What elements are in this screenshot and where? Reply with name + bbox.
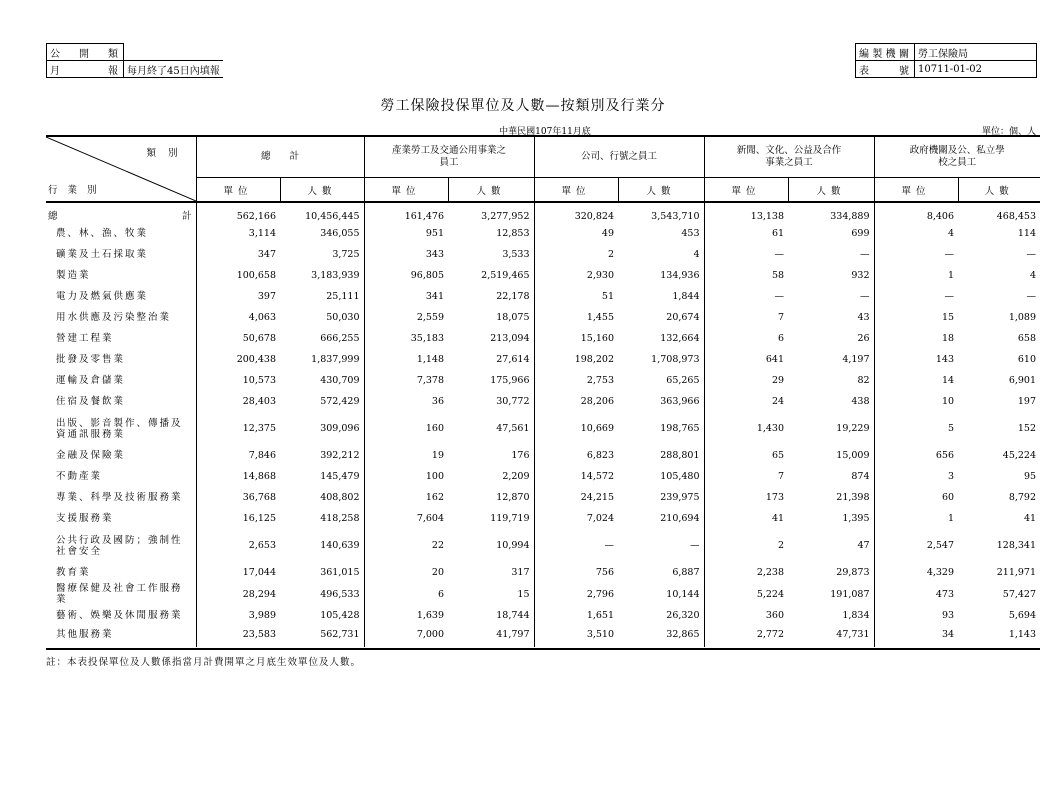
cell-units: 60: [874, 487, 958, 508]
cell-units: 20: [364, 562, 448, 583]
cell-units: 756: [534, 562, 618, 583]
cell-people: 47: [857, 540, 870, 551]
cell-people: 12,853: [496, 228, 530, 239]
cell-people: 176: [511, 450, 530, 461]
cell-people: 610: [1017, 354, 1037, 365]
header-agency-label: 編製機關: [856, 44, 915, 61]
total-label-left: 總: [48, 210, 58, 222]
cell-people: 114: [1017, 228, 1037, 239]
cell-units: 347: [196, 244, 280, 265]
cell-units: 5,224: [704, 583, 788, 605]
row-label: 支援服務業: [56, 513, 114, 524]
cell-units: 3,989: [196, 605, 280, 626]
report-period: 中華民國107年11月底: [499, 127, 591, 137]
cell-people: 453: [681, 228, 700, 239]
cell-units: 14,572: [534, 466, 618, 487]
cell-units: 5: [874, 412, 958, 445]
table-row: [46, 328, 1040, 349]
cell-units: 160: [364, 412, 448, 445]
row-label: 用水供應及污染整治業: [56, 312, 172, 323]
cell-people: 5,694: [1008, 610, 1037, 621]
cell-units: 14,868: [196, 466, 280, 487]
cell-people: 1,089: [1008, 312, 1037, 323]
cell-people: 10,144: [666, 588, 700, 600]
cell-units: 28,206: [534, 391, 618, 412]
cell-units: 4,329: [874, 562, 958, 583]
cell-units: 16,125: [196, 508, 280, 529]
cell-people: 361,015: [320, 567, 360, 578]
group-header-government: [874, 137, 1040, 178]
cell-people: 15: [517, 588, 530, 600]
cell-units: —: [874, 244, 958, 265]
cell-people: 12,870: [496, 492, 530, 503]
group-header-media: [704, 137, 874, 178]
table-row: [46, 370, 1040, 391]
cell-people: 10,994: [496, 540, 530, 551]
cell-people: 658: [1017, 333, 1037, 344]
table-row: [46, 223, 1040, 244]
cell-units: 1,148: [364, 349, 448, 370]
subheader-people: 人數: [280, 178, 364, 203]
cell-people: 140,639: [320, 540, 360, 551]
subheader-people: 人數: [448, 178, 534, 203]
cell-units: 7: [704, 466, 788, 487]
cell-units: 397: [196, 286, 280, 307]
cell-people: 2,209: [502, 471, 530, 482]
cell-units: 15: [874, 307, 958, 328]
table-corner-cell: [46, 137, 196, 202]
row-label: 藝術、娛樂及休閒服務業: [56, 610, 183, 621]
table-row: [46, 583, 1040, 605]
cell-people: 21,398: [836, 492, 870, 503]
cell-units: 7,604: [364, 508, 448, 529]
cell-units: 6: [364, 583, 448, 605]
cell-units: 641: [704, 349, 788, 370]
corner-category-label: 類別: [146, 148, 190, 159]
cell-people: 82: [857, 375, 870, 386]
cell-units: 143: [874, 349, 958, 370]
table-row: [46, 529, 1040, 562]
cell-units: 10,573: [196, 370, 280, 391]
cell-units: 2,772: [704, 626, 788, 647]
cell-people: 45,224: [1002, 450, 1037, 461]
cell-people: 26,320: [666, 610, 700, 621]
cell-people: 210,694: [660, 513, 700, 524]
subheader-people: 人數: [618, 178, 704, 203]
cell-people: 1,837,999: [311, 354, 360, 365]
cell-units: 3: [874, 466, 958, 487]
corner-industry-label: 行業別: [48, 185, 107, 196]
cell-people: 3,543,710: [651, 210, 700, 222]
table-row: [46, 391, 1040, 412]
cell-people: 932: [851, 270, 870, 281]
cell-units: —: [704, 244, 788, 265]
cell-people: 65,265: [666, 375, 700, 386]
cell-units: 1,651: [534, 605, 618, 626]
cell-people: 288,801: [660, 450, 700, 461]
table-row: [46, 508, 1040, 529]
table-row-total: [46, 202, 1040, 223]
cell-people: 392,212: [320, 450, 360, 461]
cell-people: 496,533: [320, 588, 360, 600]
cell-units: 100: [364, 466, 448, 487]
cell-people: 105,480: [660, 471, 700, 482]
row-label: 其他服務業: [56, 629, 114, 640]
row-label: 出版、影音製作、傳播及資通訊服務業: [56, 417, 183, 440]
cell-people: 41,797: [496, 629, 530, 640]
table-bottom-rule: [46, 648, 1040, 650]
cell-people: 3,183,939: [311, 270, 360, 281]
cell-people: 239,975: [660, 492, 700, 503]
header-form-value: 10711-01-02: [915, 61, 1037, 78]
table-row: [46, 307, 1040, 328]
cell-people: 6,887: [672, 567, 700, 578]
cell-units: 15,160: [534, 328, 618, 349]
cell-people: 30,772: [496, 396, 530, 407]
cell-units: 18: [874, 328, 958, 349]
subheader-units: 單位: [704, 178, 788, 203]
row-label: 農、林、漁、牧業: [56, 228, 149, 239]
footnote: 註：本表投保單位及人數係指當月計費開單之月底生效單位及人數。: [46, 657, 362, 668]
cell-people: 562,731: [320, 629, 360, 640]
table-row: [46, 487, 1040, 508]
cell-people: 105,428: [320, 610, 360, 621]
cell-people: 874: [851, 471, 870, 482]
cell-people: 666,255: [320, 333, 360, 344]
cell-units: 41: [704, 508, 788, 529]
cell-units: 35,183: [364, 328, 448, 349]
cell-people: —: [690, 540, 700, 551]
cell-people: 25,111: [326, 291, 360, 302]
header-right-box: [855, 43, 1037, 78]
cell-units: 34: [874, 626, 958, 647]
cell-people: 346,055: [320, 228, 360, 239]
cell-units: 6: [704, 328, 788, 349]
cell-units: 24,215: [534, 487, 618, 508]
cell-people: 145,479: [320, 471, 360, 482]
cell-people: 191,087: [830, 588, 870, 600]
table-row: [46, 445, 1040, 466]
cell-people: 26: [857, 333, 870, 344]
cell-units: 58: [704, 265, 788, 286]
cell-people: 197: [1017, 396, 1037, 407]
cell-units: 2,653: [196, 529, 280, 562]
cell-people: 152: [1017, 423, 1037, 434]
cell-units: 23,583: [196, 626, 280, 647]
cell-units: —: [704, 286, 788, 307]
cell-units: 1: [874, 265, 958, 286]
cell-units: 343: [364, 244, 448, 265]
cell-people: 29,873: [836, 567, 870, 578]
table-row: [46, 244, 1040, 265]
cell-units: 61: [704, 223, 788, 244]
row-label: 批發及零售業: [56, 354, 126, 365]
cell-units: 2: [534, 244, 618, 265]
cell-people: 8,792: [1008, 492, 1037, 503]
cell-units: 28,294: [196, 583, 280, 605]
cell-units: 2: [704, 529, 788, 562]
header-class-value: [124, 44, 223, 61]
cell-people: 41: [1023, 513, 1037, 524]
cell-people: 132,664: [660, 333, 700, 344]
cell-units: 100,658: [196, 265, 280, 286]
cell-units: 341: [364, 286, 448, 307]
cell-people: 213,094: [490, 333, 530, 344]
cell-people: 20,674: [666, 312, 700, 323]
cell-units: 65: [704, 445, 788, 466]
cell-units: 360: [704, 605, 788, 626]
cell-units: 2,559: [364, 307, 448, 328]
cell-people: —: [860, 249, 870, 260]
cell-people: 334,889: [830, 210, 870, 222]
cell-units: 2,547: [874, 529, 958, 562]
page-title: 勞工保險投保單位及人數—按類別及行業分: [380, 98, 666, 114]
header-period-label: 月報: [47, 61, 124, 78]
subheader-units: 單位: [196, 178, 280, 203]
cell-people: 1,708,973: [651, 354, 700, 365]
cell-units: —: [874, 286, 958, 307]
unit-label: 單位：個、人: [981, 127, 1036, 137]
row-label: 不動產業: [56, 471, 103, 482]
cell-units: 7,000: [364, 626, 448, 647]
statistics-table: [46, 137, 1040, 647]
cell-units: 51: [534, 286, 618, 307]
cell-units: 200,438: [196, 349, 280, 370]
cell-units: 8,406: [874, 202, 958, 223]
cell-people: 6,901: [1008, 375, 1037, 386]
cell-units: 162: [364, 487, 448, 508]
cell-people: 32,865: [666, 629, 700, 640]
table-row: [46, 626, 1040, 647]
row-label: 電力及燃氣供應業: [56, 291, 149, 302]
row-label: 製造業: [56, 270, 91, 281]
cell-units: 14: [874, 370, 958, 391]
cell-units: 28,403: [196, 391, 280, 412]
cell-units: 4,063: [196, 307, 280, 328]
cell-people: 438: [851, 396, 870, 407]
cell-units: 7,378: [364, 370, 448, 391]
cell-units: 320,824: [534, 202, 618, 223]
table-row: [46, 562, 1040, 583]
cell-people: 57,427: [1002, 588, 1037, 600]
cell-people: 363,966: [660, 396, 700, 407]
header-class-label: 公開類: [47, 44, 124, 61]
subheader-units: 單位: [364, 178, 448, 203]
cell-units: 29: [704, 370, 788, 391]
cell-people: 1,395: [842, 513, 870, 524]
cell-people: 468,453: [996, 210, 1037, 222]
cell-people: 699: [851, 228, 870, 239]
subheader-people: 人數: [788, 178, 874, 203]
cell-units: 2,238: [704, 562, 788, 583]
cell-units: 93: [874, 605, 958, 626]
cell-units: 1,430: [704, 412, 788, 445]
cell-units: 13,138: [704, 202, 788, 223]
cell-people: 10,456,445: [305, 210, 360, 222]
cell-people: —: [1026, 291, 1037, 302]
cell-people: —: [1026, 249, 1037, 260]
cell-people: 1,834: [842, 610, 870, 621]
cell-people: 134,936: [660, 270, 700, 281]
cell-units: 2,796: [534, 583, 618, 605]
row-label: 專業、科學及技術服務業: [56, 492, 183, 503]
cell-people: 43: [857, 312, 870, 323]
header-form-label: 表號: [856, 61, 915, 78]
header-period-value: 每月終了45日內填報: [124, 61, 223, 78]
cell-people: 4,197: [842, 354, 870, 365]
cell-people: 18,075: [496, 312, 530, 323]
cell-people: 211,971: [996, 567, 1037, 578]
cell-people: 2,519,465: [481, 270, 530, 281]
cell-people: 4: [693, 249, 700, 260]
cell-units: 22: [364, 529, 448, 562]
cell-units: 49: [534, 223, 618, 244]
cell-units: 656: [874, 445, 958, 466]
group-header-total: 總 計: [196, 137, 364, 178]
cell-people: 47,731: [836, 629, 870, 640]
cell-units: 96,805: [364, 265, 448, 286]
cell-units: 3,510: [534, 626, 618, 647]
cell-units: 1,639: [364, 605, 448, 626]
row-label: 公共行政及國防；強制性社會安全: [56, 534, 183, 557]
cell-people: 4: [1029, 270, 1037, 281]
cell-people: 430,709: [320, 375, 360, 386]
cell-people: 175,966: [490, 375, 530, 386]
cell-people: 1,143: [1008, 629, 1037, 640]
row-label: 營建工程業: [56, 333, 114, 344]
subheader-units: 單位: [534, 178, 618, 203]
cell-units: 2,930: [534, 265, 618, 286]
cell-units: 50,678: [196, 328, 280, 349]
cell-people: 19,229: [836, 423, 870, 434]
table-row: [46, 265, 1040, 286]
cell-units: 36: [364, 391, 448, 412]
cell-people: 198,765: [660, 423, 700, 434]
cell-units: 17,044: [196, 562, 280, 583]
subheader-units: 單位: [874, 178, 958, 203]
cell-units: 6,823: [534, 445, 618, 466]
row-label: 教育業: [56, 567, 91, 578]
cell-units: 473: [874, 583, 958, 605]
subheader-people: 人數: [958, 178, 1040, 203]
table-row: [46, 412, 1040, 445]
cell-people: 3,725: [332, 249, 360, 260]
row-label: 礦業及土石採取業: [56, 249, 149, 260]
table-row: [46, 286, 1040, 307]
cell-units: 161,476: [364, 202, 448, 223]
cell-units: 198,202: [534, 349, 618, 370]
table-row: [46, 605, 1040, 626]
cell-units: 173: [704, 487, 788, 508]
cell-units: —: [534, 529, 618, 562]
cell-units: 36,768: [196, 487, 280, 508]
cell-people: 119,719: [490, 513, 530, 524]
cell-units: 2,753: [534, 370, 618, 391]
cell-units: 951: [364, 223, 448, 244]
header-agency-value: 勞工保險局: [915, 44, 1037, 61]
cell-people: 95: [1023, 471, 1037, 482]
row-label: [46, 202, 196, 223]
cell-units: 7,846: [196, 445, 280, 466]
cell-people: 3,277,952: [481, 210, 530, 222]
cell-units: 1: [874, 508, 958, 529]
cell-units: 7: [704, 307, 788, 328]
cell-people: 309,096: [320, 423, 360, 434]
group-header-industrial: [364, 137, 534, 178]
group-header-government-text: 政府機關及公、私立學校之員工: [909, 145, 1005, 168]
row-label: 金融及保險業: [56, 450, 126, 461]
cell-units: 10: [874, 391, 958, 412]
cell-units: 19: [364, 445, 448, 466]
total-label-right: 計: [181, 210, 192, 222]
cell-people: 27,614: [496, 354, 530, 365]
cell-people: 317: [511, 567, 530, 578]
table-row: [46, 466, 1040, 487]
cell-people: 18,744: [496, 610, 530, 621]
row-label: 住宿及餐飲業: [56, 396, 126, 407]
cell-units: 562,166: [196, 202, 280, 223]
group-header-company: 公司、行號之員工: [534, 137, 704, 178]
group-header-media-text: 新聞、文化、公益及合作事業之員工: [736, 145, 842, 168]
cell-units: 7,024: [534, 508, 618, 529]
cell-people: 50,030: [326, 312, 360, 323]
cell-people: 15,009: [836, 450, 870, 461]
cell-people: 1,844: [672, 291, 700, 302]
cell-people: 572,429: [320, 396, 360, 407]
cell-units: 3,114: [196, 223, 280, 244]
group-header-industrial-text: 產業勞工及交通公用事業之員工: [392, 145, 507, 168]
cell-people: 408,802: [320, 492, 360, 503]
cell-people: 47,561: [496, 423, 530, 434]
cell-units: 24: [704, 391, 788, 412]
header-left-box: [46, 43, 223, 78]
cell-people: 22,178: [496, 291, 530, 302]
cell-units: 1,455: [534, 307, 618, 328]
cell-people: 418,258: [320, 513, 360, 524]
table-row: [46, 349, 1040, 370]
row-label: 醫療保健及社會工作服務業: [56, 583, 183, 605]
row-label: 運輸及倉儲業: [56, 375, 126, 386]
cell-people: —: [860, 291, 870, 302]
table-body: [46, 202, 1040, 647]
cell-units: 10,669: [534, 412, 618, 445]
cell-people: 128,341: [996, 540, 1037, 551]
cell-units: 4: [874, 223, 958, 244]
cell-people: 3,533: [502, 249, 530, 260]
cell-units: 12,375: [196, 412, 280, 445]
